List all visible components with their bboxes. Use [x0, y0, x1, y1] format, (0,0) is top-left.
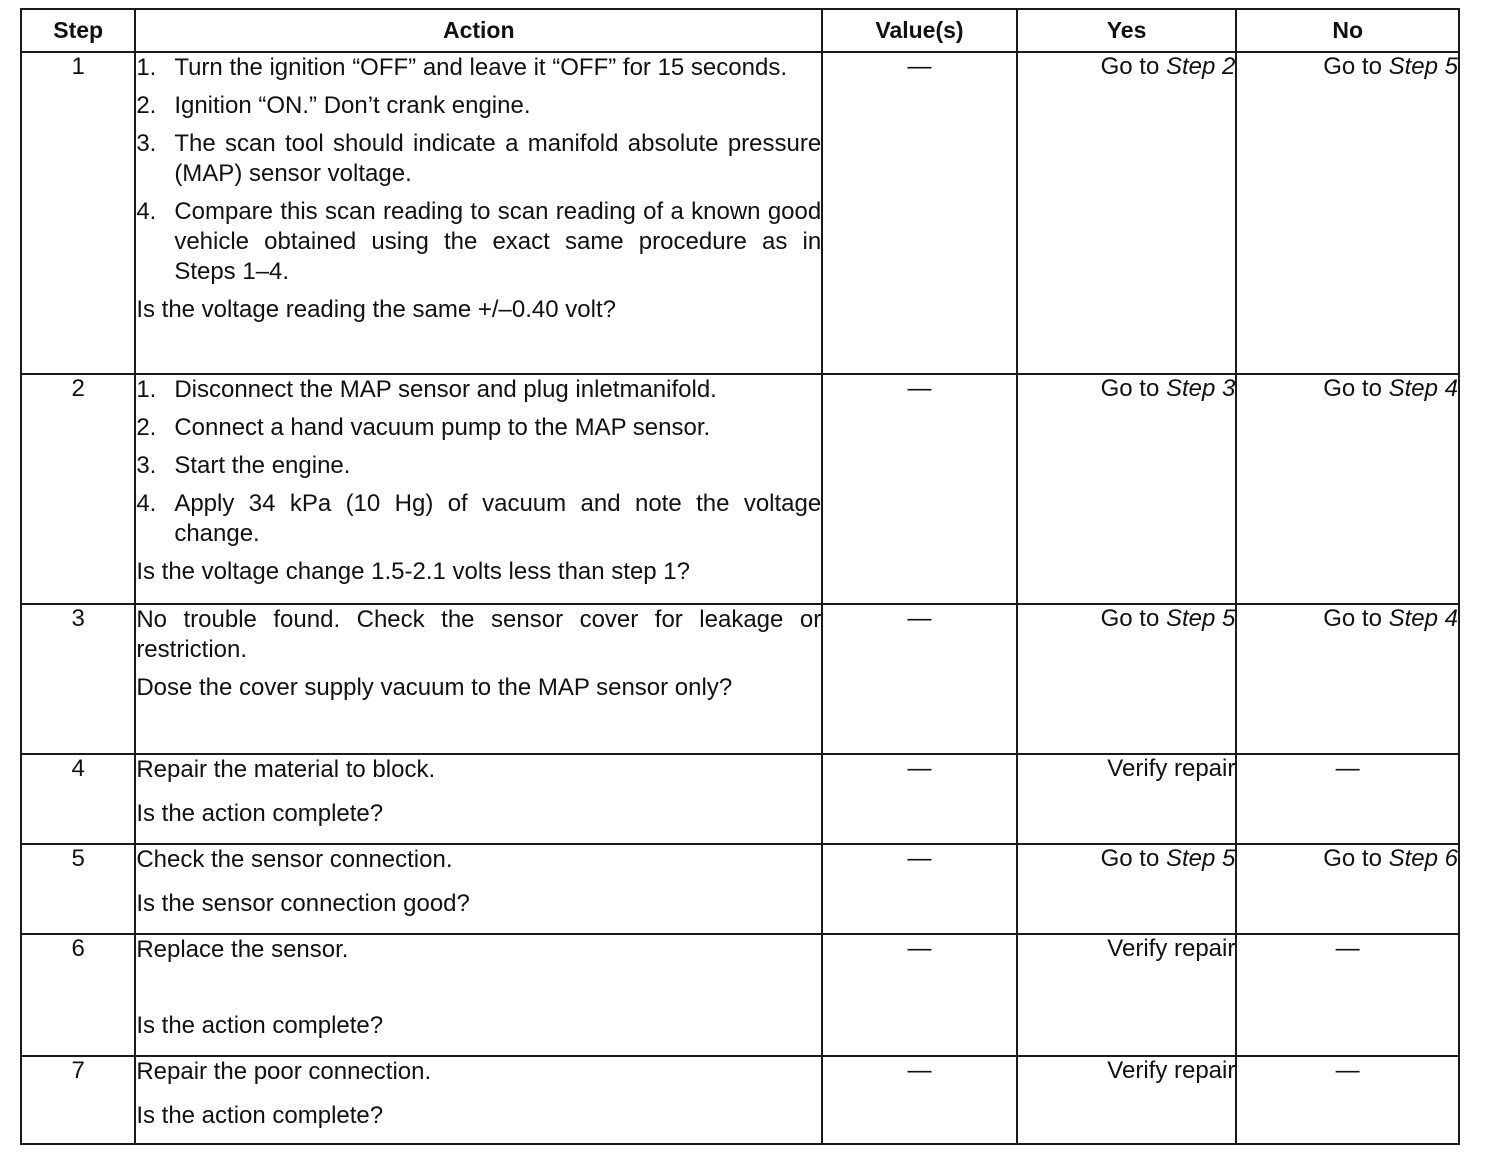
no-cell: Go to Step 4 [1236, 374, 1459, 604]
value-cell: — [822, 934, 1017, 1056]
step-number: 5 [21, 844, 135, 934]
action-question: Is the action complete? [136, 1102, 384, 1129]
action-list [136, 53, 821, 287]
step-number: 4 [21, 754, 135, 844]
step-reference: Step 5 [1388, 53, 1458, 80]
action-cell [135, 934, 822, 1056]
yes-cell: Verify repair [1017, 1056, 1237, 1144]
step-number: 7 [21, 1056, 135, 1144]
value-cell: — [822, 374, 1017, 604]
action-text: Check the sensor connection. [136, 846, 453, 873]
header-step: Step [21, 9, 135, 52]
no-cell: Go to Step 6 [1236, 844, 1459, 934]
yes-cell: Go to Step 3 [1017, 374, 1237, 604]
yes-cell: Verify repair [1017, 754, 1237, 844]
step-reference: Step 2 [1165, 53, 1236, 80]
step-number: 3 [21, 604, 135, 754]
diagnostic-table [20, 8, 1460, 1145]
step-reference: Step 3 [1165, 375, 1236, 402]
yes-cell: Go to Step 5 [1017, 604, 1237, 754]
action-question: Dose the cover supply vacuum to the MAP sensor only? [136, 674, 733, 701]
step-reference: Step 4 [1388, 375, 1458, 402]
action-question: Is the action complete? [136, 1012, 384, 1039]
yes-cell: Go to Step 2 [1017, 52, 1237, 374]
header-yes: Yes [1017, 9, 1237, 52]
list-item: 2. Connect a hand vacuum pump to the MAP sensor. [136, 414, 711, 441]
no-cell: — [1236, 754, 1459, 844]
action-question: Is the voltage change 1.5-2.1 volts less than step 1? [136, 558, 690, 585]
action-text: Repair the poor connection. [136, 1058, 432, 1085]
action-text: Repair the material to block. [136, 756, 436, 783]
value-cell: — [822, 754, 1017, 844]
value-cell: — [822, 1056, 1017, 1144]
action-text: No trouble found. Check the sensor cover for leakage or restriction. [136, 606, 822, 663]
step-reference: Step 6 [1388, 845, 1458, 872]
value-cell: — [822, 52, 1017, 374]
action-cell [135, 374, 822, 604]
step-number: 6 [21, 934, 135, 1056]
header-row [21, 9, 1459, 52]
step-reference: Step 5 [1165, 605, 1236, 632]
action-cell [135, 844, 822, 934]
list-item: 4. Compare this scan reading to scan reading of a known good vehicle obtained using the exact same procedure as in Steps 1–4. [136, 198, 822, 285]
table-row [21, 604, 1459, 754]
table-row [21, 934, 1459, 1056]
list-item: 3. The scan tool should indicate a manifold absolute pressure (MAP) sensor voltage. [136, 130, 822, 187]
table-row [21, 52, 1459, 374]
table-row [21, 374, 1459, 604]
action-cell [135, 52, 822, 374]
table-row [21, 1056, 1459, 1144]
no-cell: Go to Step 4 [1236, 604, 1459, 754]
step-reference: Step 5 [1165, 845, 1236, 872]
list-item: 4. Apply 34 kPa (10 Hg) of vacuum and note the voltage change. [136, 490, 822, 547]
list-item: 2. Ignition “ON.” Don’t crank engine. [136, 92, 531, 119]
header-action: Action [135, 9, 822, 52]
action-question: Is the voltage reading the same +/–0.40 volt? [136, 296, 616, 323]
list-item: 1. Disconnect the MAP sensor and plug inletmanifold. [136, 376, 717, 403]
header-values: Value(s) [822, 9, 1017, 52]
no-cell: — [1236, 934, 1459, 1056]
yes-cell: Go to Step 5 [1017, 844, 1237, 934]
action-cell [135, 604, 822, 754]
action-cell [135, 1056, 822, 1144]
action-question: Is the sensor connection good? [136, 890, 470, 917]
yes-cell: Verify repair [1017, 934, 1237, 1056]
table-row [21, 844, 1459, 934]
value-cell: — [822, 604, 1017, 754]
action-question: Is the action complete? [136, 800, 384, 827]
value-cell: — [822, 844, 1017, 934]
table-row [21, 754, 1459, 844]
action-cell [135, 754, 822, 844]
list-item: 3. Start the engine. [136, 452, 351, 479]
no-cell: Go to Step 5 [1236, 52, 1459, 374]
step-number: 1 [21, 52, 135, 374]
step-number: 2 [21, 374, 135, 604]
header-no: No [1236, 9, 1459, 52]
step-reference: Step 4 [1388, 605, 1458, 632]
list-item: 1. Turn the ignition “OFF” and leave it “OFF” for 15 seconds. [136, 54, 787, 81]
action-list [136, 375, 821, 549]
action-text: Replace the sensor. [136, 936, 349, 963]
no-cell: — [1236, 1056, 1459, 1144]
